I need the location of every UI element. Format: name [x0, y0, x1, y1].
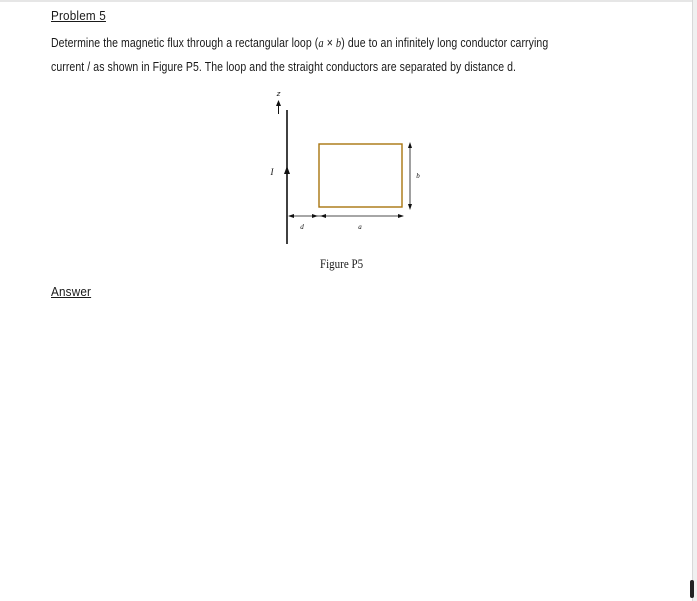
times-sign: × [323, 36, 336, 50]
current-arrow-icon [284, 166, 290, 174]
rectangular-loop [319, 144, 402, 207]
width-label: a [358, 223, 362, 231]
statement-text-b: ) due to an infinitely long conductor carrying [341, 36, 549, 50]
variable-b: b [335, 36, 342, 50]
variable-a: a [318, 36, 324, 50]
problem-heading: Problem 5 [51, 8, 106, 23]
height-label: b [416, 172, 420, 180]
width-arrow-left [320, 214, 326, 218]
z-axis-label: z [276, 90, 281, 98]
width-arrow-right [398, 214, 404, 218]
statement-text-a: Determine the magnetic flux through a rectangular loop ( [51, 36, 319, 50]
distance-arrow-right [312, 214, 318, 218]
height-arrow-top [408, 142, 412, 148]
distance-label: d [300, 223, 304, 231]
problem-statement-line-2: current / as shown in Figure P5. The loop and the straight conductors are separated by distance d. [51, 60, 517, 74]
distance-arrow-left [288, 214, 294, 218]
z-axis-arrow-head [276, 100, 281, 106]
answer-heading: Answer [51, 284, 92, 299]
current-label: I [270, 167, 274, 177]
height-arrow-bottom [408, 204, 412, 210]
figure-caption: Figure P5 [320, 257, 364, 271]
